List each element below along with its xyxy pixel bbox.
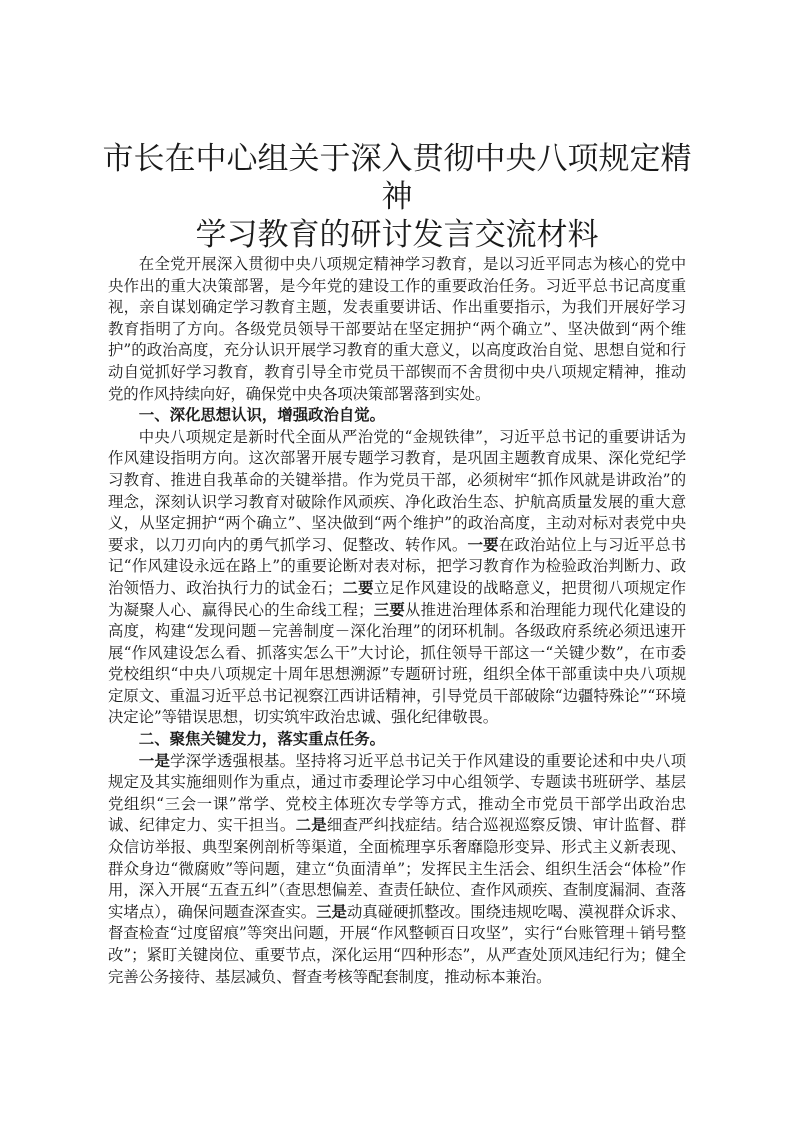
section-2-keyword-3: 三是 (316, 902, 347, 921)
section-2-heading: 二、聚焦关键发力，落实重点任务。 (138, 730, 386, 749)
section-1-text-1: 中央八项规定是新时代全面从严治党的“金规铁律”，习近平总书记的重要讲话为作风建设指明方向。这次部署开展专题学习教育，是巩固主题教育成果、深化党纪学习教育、推进自我革命的关键举措。作为党员干部，必须树牢“抓作风就是讲政治”的理念，深刻认识学习教育对破除作风顽疾、净化政治生态、护航高质量发展的重大意义，从坚定拥护“两个确立”、坚决做到“两个维护”的政治高度，主动对标对表党中央要求，以刀刃向内的勇气抓学习、促整改、转作风。 (108, 427, 686, 554)
title-line-2: 学习教育的研讨发言交流材料 (195, 217, 599, 253)
section-2-text-3: 动真碰硬抓整改。围绕违规吃喝、漠视群众诉求、督查检查“过度留痕”等突出问题，开展“作风整顿百日攻坚”，实行“台账管理＋销号整改”；紧盯关键岗位、重要节点，深化运用“四种形态”，从严查处顶风违纪行为；健全完善公务接待、基层减负、督查考核等配套制度，推动标本兼治。 (108, 902, 686, 986)
title-line-1: 市长在中心组关于深入贯彻中央八项规定精神 (102, 141, 692, 215)
section-2-text-1: 学深学透强根基。坚持将习近平总书记关于作风建设的重要论述和中央八项规定及其实施细则作为重点，通过市委理论学习中心组领学、专题读书班研学、基层党组织“三会一课”常学、党校主体班次专学等方式，推动全市党员干部学出政治忠诚、纪律定力、实干担当。 (108, 751, 686, 835)
intro-paragraph: 在全党开展深入贯彻中央八项规定精神学习教育，是以习近平同志为核心的党中央作出的重大决策部署，是今年党的建设工作的重要政治任务。习近平总书记高度重视，亲自谋划确定学习教育主题，发表重要讲话、作出重要指示，为我们开展好学习教育指明了方向。各级党员领导干部要站在坚定拥护“两个确立”、坚决做到“两个维护”的政治高度，充分认识开展学习教育的重大意义，以高度政治自觉、思想自觉和行动自觉抓好学习教育，教育引导全市党员干部锲而不舍贯彻中央八项规定精神，推动党的作风持续向好，确保党中央各项决策部署落到实处。 (108, 255, 686, 403)
document-title (94, 140, 700, 254)
section-2-paragraph (108, 751, 686, 989)
section-1-heading: 一、深化思想认识，增强政治自觉。 (138, 406, 386, 425)
section-1-keyword-2: 二要 (342, 578, 374, 597)
section-2-keyword-2: 二是 (295, 816, 327, 835)
document-page (102, 140, 692, 988)
section-2-text-2: 细查严纠找症结。结合巡视巡察反馈、审计监督、群众信访举报、典型案例剖析等渠道，全面梳理享乐奢靡隐形变异、形式主义新表现、群众身边“微腐败”等问题，建立“负面清单”；发挥民主生活会、组织生活会“体检”作用，深入开展“五查五纠”（查思想偏差、查责任缺位、查作风顽疾、查制度漏洞、查落实堵点），确保问题查深查实。 (108, 816, 686, 921)
section-2-keyword-1: 一是 (138, 751, 171, 770)
section-1-text-4: 从推进治理体系和治理能力现代化建设的高度，构建“发现问题－完善制度－深化治理”的闭环机制。各级政府系统必须迅速开展“作风建设怎么看、抓落实怎么干”大讨论，抓住领导干部这一“关键少数”，在市委党校组织“中央八项规定十周年思想溯源”专题研讨班，组织全体干部重读中央八项规定原文、重温习近平总书记视察江西讲话精神，引导党员干部破除“边疆特殊论”“环境决定论”等错误思想，切实筑牢政治忠诚、强化纪律敬畏。 (108, 600, 686, 727)
section-1-text-3: 立足作风建设的战略意义，把贯彻八项规定作为凝聚人心、赢得民心的生命线工程； (108, 578, 686, 619)
section-1-text-2: 在政治站位上与习近平总书记“作风建设永远在路上”的重要论断对表对标，把学习教育作为检验政治判断力、政治领悟力、政治执行力的试金石； (108, 535, 686, 597)
section-1-keyword-1: 一要 (467, 535, 499, 554)
section-1-paragraph (108, 427, 686, 729)
section-1-keyword-3: 三要 (373, 600, 405, 619)
